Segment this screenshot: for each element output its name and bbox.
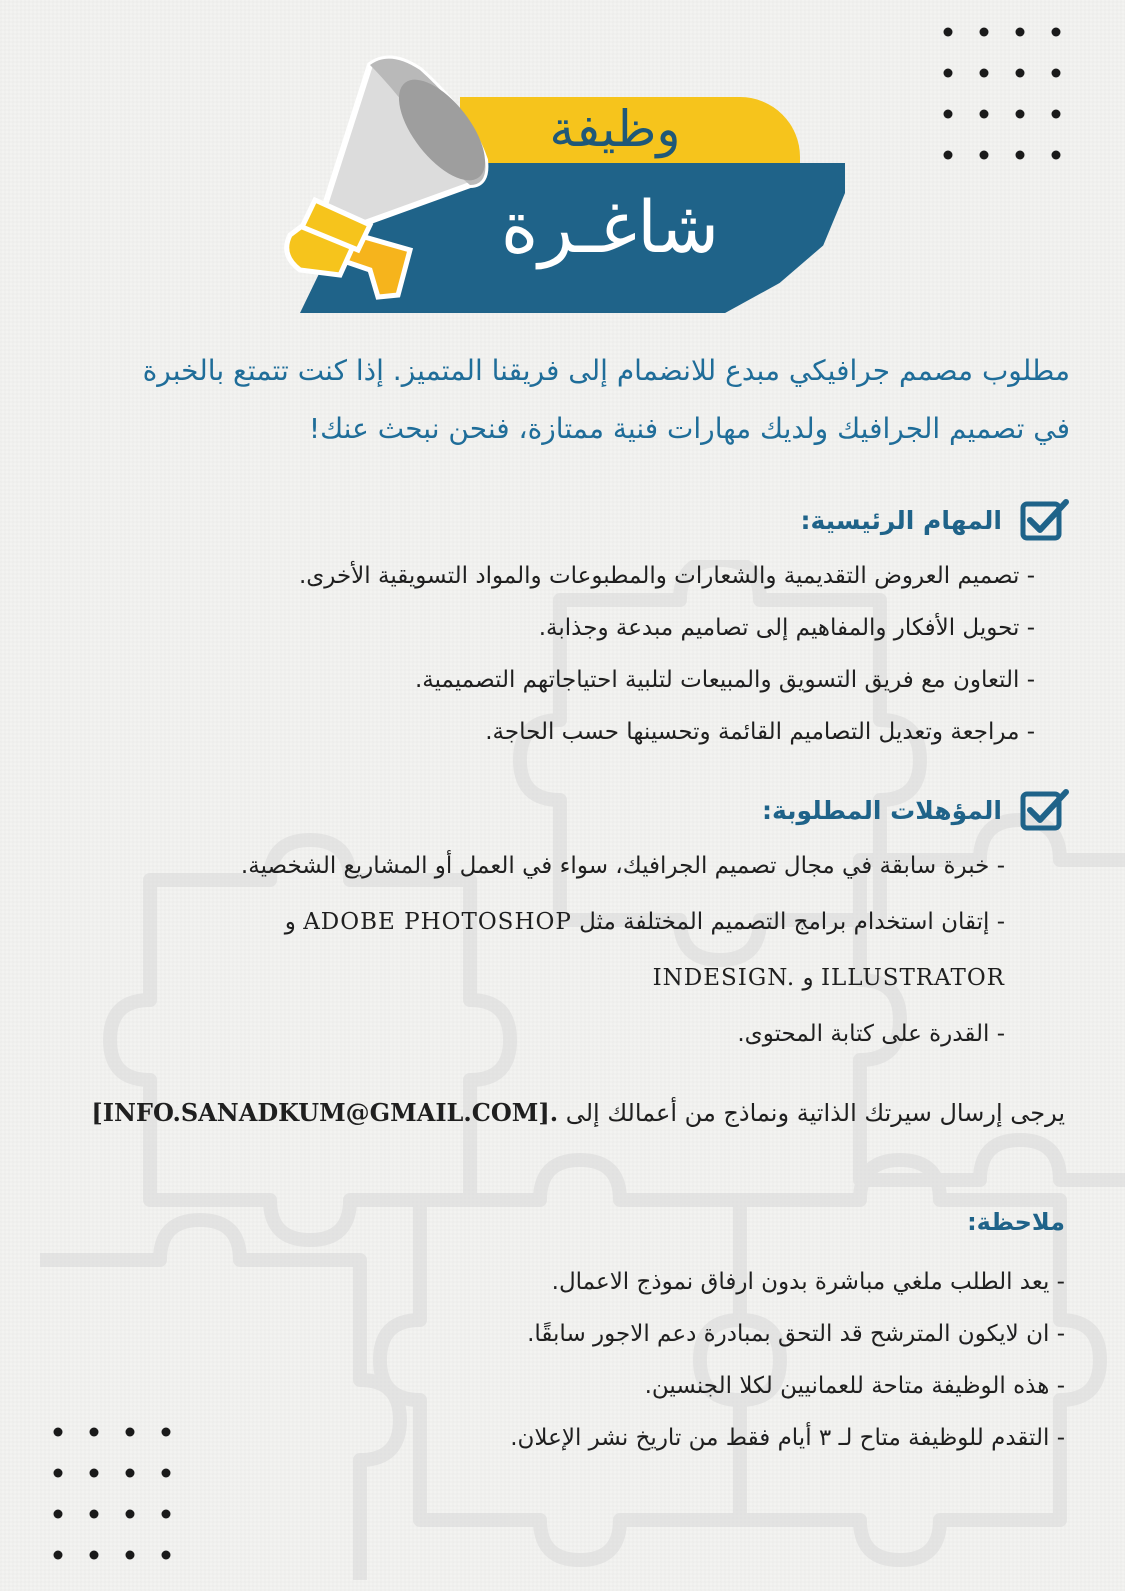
qualifications-title: المؤهلات المطلوبة:: [761, 795, 1002, 825]
list-item: - خبرة سابقة في مجال تصميم الجرافيك، سواء في العمل أو المشاريع الشخصية.: [240, 853, 1005, 879]
apply-instruction: [91, 1098, 1065, 1127]
notes-list: [510, 1256, 1065, 1464]
list-item: - تحويل الأفكار والمفاهيم إلى تصاميم مبدعة وجذابة.: [538, 615, 1035, 641]
tasks-title: المهام الرئيسية:: [800, 505, 1002, 535]
software-indesign: INDESIGN.: [652, 965, 796, 991]
list-item: - تصميم العروض التقديمية والشعارات والمطبوعات والمواد التسويقية الأخرى.: [298, 563, 1035, 589]
list-item: - التقدم للوظيفة متاح لـ ٣ أيام فقط من تاريخ نشر الإعلان.: [510, 1425, 1065, 1451]
apply-email[interactable]: [INFO.SANADKUM@GMAIL.COM].: [91, 1098, 559, 1127]
list-item: - مراجعة وتعديل التصاميم القائمة وتحسينها حسب الحاجة.: [485, 719, 1035, 745]
software-illustrator: ILLUSTRATOR: [820, 965, 1005, 991]
list-item: [241, 950, 1005, 1006]
qualifications-list: [241, 838, 1005, 1062]
checkbox-icon: [1020, 788, 1070, 832]
banner-title-vacant: شاغـرة: [500, 185, 720, 269]
notes-title: ملاحظة:: [967, 1208, 1065, 1236]
intro-paragraph: [60, 342, 1070, 458]
intro-line-2: في تصميم الجرافيك ولديك مهارات فنية ممتازة، فنحن نبحث عنك!: [308, 412, 1070, 445]
qualifications-heading: [762, 788, 1070, 832]
apply-text: يرجى إرسال سيرتك الذاتية ونماذج من أعمالك إلى: [565, 1099, 1065, 1127]
software-photoshop: ADOBE PHOTOSHOP: [303, 909, 572, 935]
list-item: - ان لايكون المترشح قد التحق بمبادرة دعم الاجور سابقًا.: [527, 1321, 1065, 1347]
tasks-heading: [800, 498, 1070, 542]
list-item: [241, 894, 1005, 950]
list-item: - التعاون مع فريق التسويق والمبيعات لتلبية احتياجاتهم التصميمية.: [414, 667, 1035, 693]
checkbox-icon: [1020, 498, 1070, 542]
dot-grid-top-right: [938, 22, 1068, 172]
list-item: - هذه الوظيفة متاحة للعمانيين لكلا الجنسين.: [644, 1373, 1065, 1399]
software-intro: - إتقان استخدام برامج التصميم المختلفة مثل: [579, 909, 1005, 935]
list-item: - يعد الطلب ملغي مباشرة بدون ارفاق نموذج الاعمال.: [551, 1269, 1065, 1295]
header-banner: [270, 45, 870, 320]
megaphone-icon: [270, 45, 510, 305]
dot-grid-bottom-left: [48, 1420, 178, 1580]
and-word: و: [284, 909, 296, 935]
list-item: - القدرة على كتابة المحتوى.: [737, 1021, 1005, 1047]
and-word: و: [802, 965, 814, 991]
intro-line-1: مطلوب مصمم جرافيكي مبدع للانضمام إلى فريقنا المتميز. إذا كنت تتمتع بالخبرة: [142, 354, 1070, 387]
banner-title-job: وظيفة: [549, 100, 681, 158]
tasks-list: [299, 550, 1035, 758]
